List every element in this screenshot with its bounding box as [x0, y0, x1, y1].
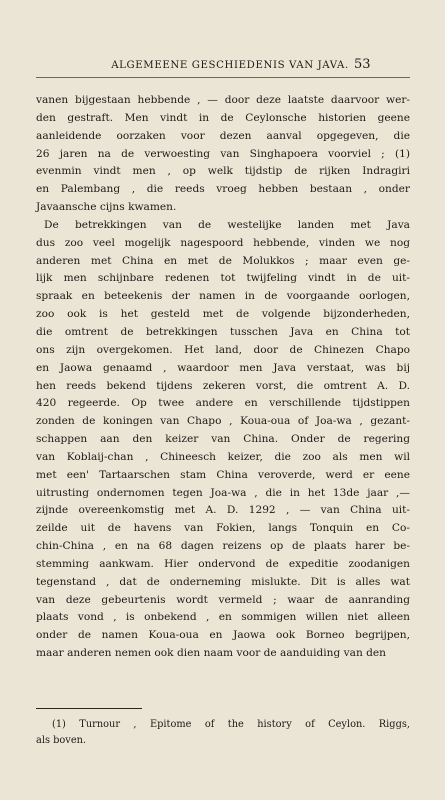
- footnote-line: (1) Turnour , Epitome of the history of Ceylon. Riggs,: [52, 719, 410, 730]
- text-line: met een' Tartaarschen stam China veroverde, werd er eene: [36, 468, 410, 481]
- text-line: hen reeds bekend tijdens zekeren vorst, die omtrent A. D.: [36, 379, 410, 392]
- footnote-line: als boven.: [36, 735, 87, 746]
- text-line: Javaansche cijns kwamen.: [36, 201, 177, 214]
- text-line: schappen aan den keizer van China. Onder de regering: [36, 433, 410, 446]
- text-line: van Koblaij-chan , Chineesch keizer, die zoo als men wil: [36, 450, 410, 463]
- text-line: zonden de koningen van Chapo , Koua-oua of Joa-wa , gezant-: [36, 415, 410, 428]
- text-line: chin-China , en na 68 dagen reizens op de plaats harer be-: [36, 540, 410, 553]
- text-line: lijk men schijnbare redenen tot twijfeling vindt in de uit-: [36, 272, 410, 285]
- text-line: spraak en beteekenis der namen in de voorgaande oorlogen,: [36, 290, 410, 303]
- text-line: De betrekkingen van de westelijke landen met Java: [44, 218, 410, 231]
- text-line: tegenstand , dat de onderneming mislukte. Dit is alles wat: [36, 575, 410, 588]
- text-line: evenmin vindt men , op welk tijdstip de rijken Indragiri: [36, 165, 410, 178]
- text-line: zoo ook is het gesteld met de volgende bijzonderheden,: [36, 308, 410, 321]
- text-line: stemming aankwam. Hier ondervond de expeditie zoodanigen: [36, 557, 410, 570]
- text-line: zeilde uit de havens van Fokien, langs Tonquin en Co-: [36, 522, 410, 535]
- footnote: [36, 717, 410, 749]
- text-line: 420 regeerde. Op twee andere en verschillende tijdstippen: [36, 397, 410, 410]
- text-line: aanleidende oorzaken voor dezen aanval opgegeven, die: [36, 129, 410, 142]
- header-rule: [36, 77, 410, 78]
- text-line: vanen bijgestaan hebbende , — door deze laatste daarvoor wer-: [36, 94, 410, 106]
- text-line: 26 jaren na de verwoesting van Singhapoera voorviel ; (1): [36, 147, 410, 160]
- running-header: ALGEMEENE GESCHIEDENIS VAN JAVA.: [111, 60, 349, 71]
- text-line: en Jaowa genaamd , waardoor men Java verstaat, was bij: [36, 361, 410, 374]
- text-line: uitrusting ondernomen tegen Joa-wa , die in het 13de jaar ,—: [36, 486, 410, 499]
- text-line: zijnde overeenkomstig met A. D. 1292 , — van China uit-: [36, 504, 410, 517]
- text-line: plaats vond , is onbekend , en sommigen willen niet alleen: [36, 611, 410, 624]
- text-line: van deze gebeurtenis wordt vermeld ; waar de aanranding: [36, 593, 410, 606]
- page-number: 53: [354, 57, 371, 72]
- text-line: en Palembang , die reeds vroeg hebben bestaan , onder: [36, 183, 410, 196]
- text-line: onder de namen Koua-oua en Jaowa ook Borneo begrijpen,: [36, 629, 410, 642]
- text-line: anderen met China en met de Molukkos ; maar even ge-: [36, 254, 410, 267]
- footnote-rule: [36, 708, 142, 709]
- text-line: die omtrent de betrekkingen tusschen Java en China tot: [36, 325, 410, 338]
- text-line: maar anderen nemen ook dien naam voor de aanduiding van den: [36, 647, 387, 660]
- text-line: ons zijn overgekomen. Het land, door de Chinezen Chapo: [36, 343, 410, 356]
- text-line: dus zoo veel mogelijk nagespoord hebbende, vinden we nog: [36, 236, 410, 249]
- body-text: [36, 92, 410, 663]
- text-line: den gestraft. Men vindt in de Ceylonsche historien geene: [36, 111, 410, 124]
